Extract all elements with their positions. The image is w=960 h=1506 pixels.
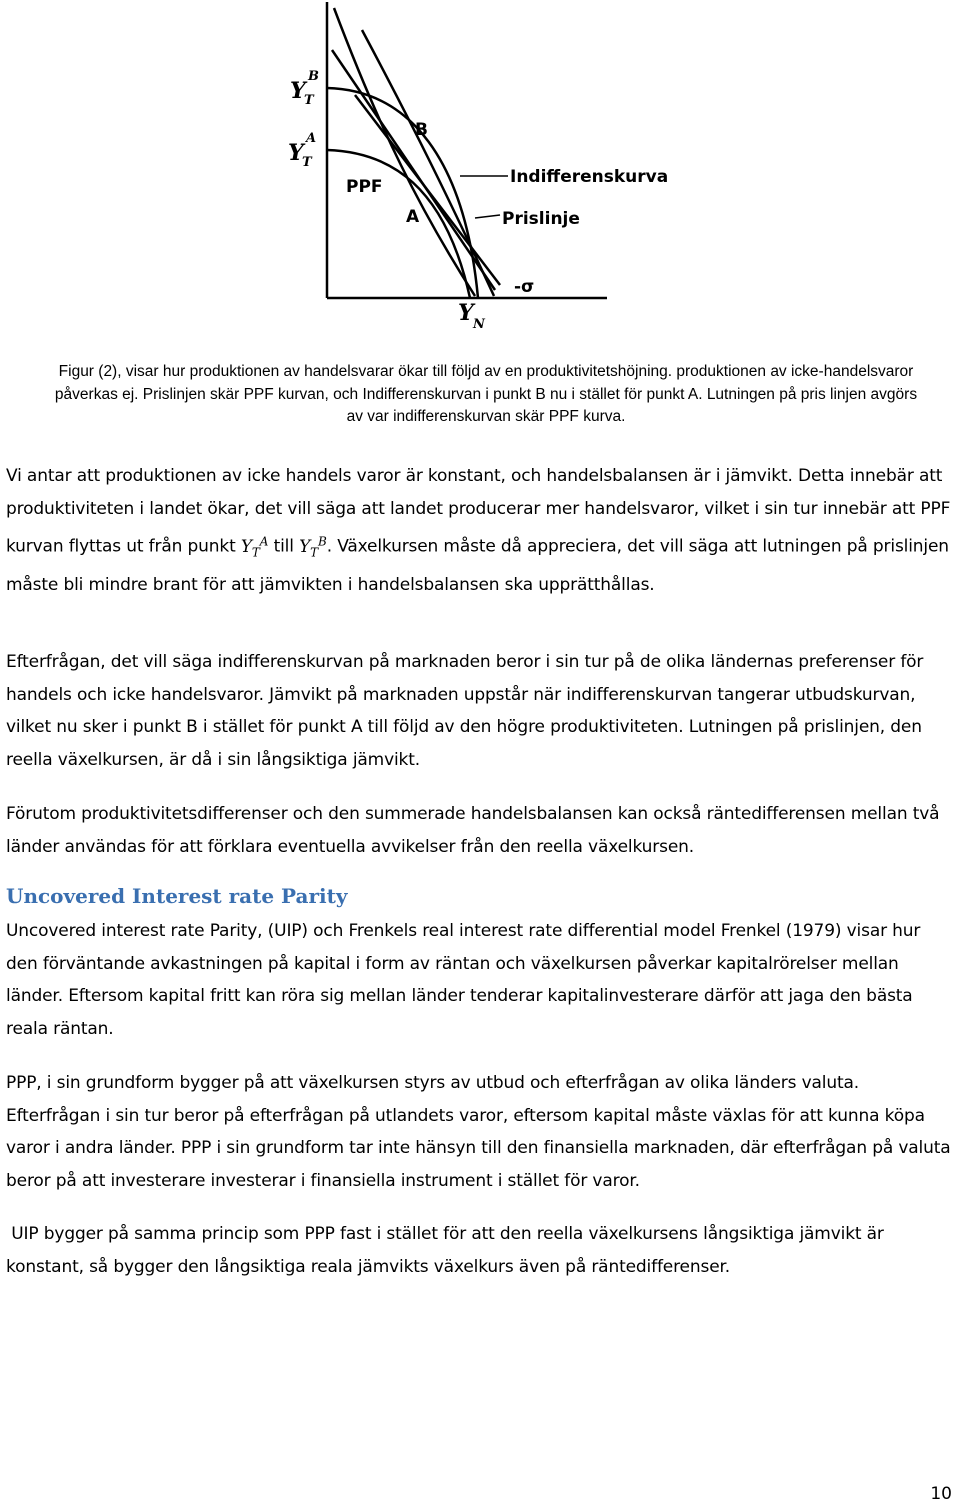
math-yt-a: $Y_T^A$ [240,534,269,560]
paragraph-1-part1: Vi antar att produktionen av icke handels varor är konstant, och handelsbalansen är i jämvikt. Detta innebär att produktiviteten i landet ökar, det vill säga att landet producerar mer handelsvaror, vilket i sin tur innebär att PPF kurvan flyttas ut från punkt [6,466,951,557]
ppf-diagram [270,0,690,340]
word-till: till [273,536,294,557]
y-axis-label-upper-sub: T [304,93,314,108]
x-axis-label: Y [458,300,474,326]
y-axis-label-lower: Y [288,140,304,166]
page-number: 10 [930,1484,952,1504]
paragraph-4: Uncovered interest rate Parity, (UIP) och Frenkels real interest rate differential model Frenkel (1979) visar hur den förväntande avkastningen på kapital i form av räntan och växelkursen påverkar kapitalrörelser mellan länder. Eftersom kapital fritt kan röra sig mellan länder tenderar kapitalinvesterare därför att jaga den bästa reala räntan. [6,921,921,1039]
paragraph-2: Efterfrågan, det vill säga indifferenskurvan på marknaden beror i sin tur på de olika ländernas preferenser för handels och icke handelsvaror. Jämvikt på marknaden uppstår när indifferenskurvan tangerar utbudskurvan, vilket nu sker i punkt B i stället för punkt A till följd av den högre produktiviteten. Lutningen på prislinjen, den reella växelkursen, är då i sin långsiktiga jämvikt. [6,652,924,770]
x-axis-label-sub: N [473,317,485,332]
section-heading: Uncovered Interest rate Parity [6,884,348,908]
paragraph-3: Förutom produktivitetsdifferenser och den summerade handelsbalansen kan också räntedifferensen mellan två länder användas för att förklara eventuella avvikelser från den reella växelkursen. [6,804,940,857]
y-axis-label-upper: Y [290,78,306,104]
indifference-curve-label: Indifferenskurva [510,167,669,187]
paragraph-1-part2: . Växelkursen måste då appreciera, det vill säga att lutningen på prislinjen måste bli mindre brant för att jämvikten i handelsbalansen ska upprätthållas. [6,536,949,595]
slope-label: -σ [514,277,535,297]
figure-caption: Figur (2), visar hur produktionen av handelsvarar ökar till följd av en produktivitetshöjning. produktionen av icke-handelsvaror påverkas ej. Prislinjen skär PPF kurvan, och Indifferenskurvan i punkt B nu i stället för punkt A. Lutningen på pris linjen avgörs av var indifferenskurvan skär PPF kurva. [54,363,918,425]
price-line-label: Prislinje [502,209,580,229]
y-axis-label-lower-sub: T [302,155,312,170]
ppf-label: PPF [346,177,383,197]
y-axis-label-lower-sup: A [306,131,317,146]
point-b-label: B [415,120,428,140]
ppf-diagram-svg [270,0,690,340]
math-yt-b: $Y_T^B$ [299,534,327,560]
price-line-pointer [475,215,500,218]
indifference-curve-1 [334,8,475,296]
paragraph-1 [6,460,956,601]
paragraph-6: UIP bygger på samma princip som PPP fast i stället för att den reella växelkursens långsiktiga jämvikt är konstant, så bygger den långsiktiga reala jämvikts växelkurs även på räntedifferenser. [6,1224,890,1277]
y-axis-label-upper-sup: B [308,69,319,84]
point-a-label: A [406,207,420,227]
ppf-curve-inner [327,150,470,298]
paragraph-5: PPP, i sin grundform bygger på att växelkursen styrs av utbud och efterfrågan av olika länders valuta. Efterfrågan i sin tur beror på efterfrågan på utlandets varor, eftersom kapital måste växlas för att kunna köpa varor i andra länder. PPP i sin grundform tar inte hänsyn till den finansiella marknaden, där efterfrågan på valuta beror på att investerare investerar i finansiella instrument i stället för varor. [6,1073,951,1191]
